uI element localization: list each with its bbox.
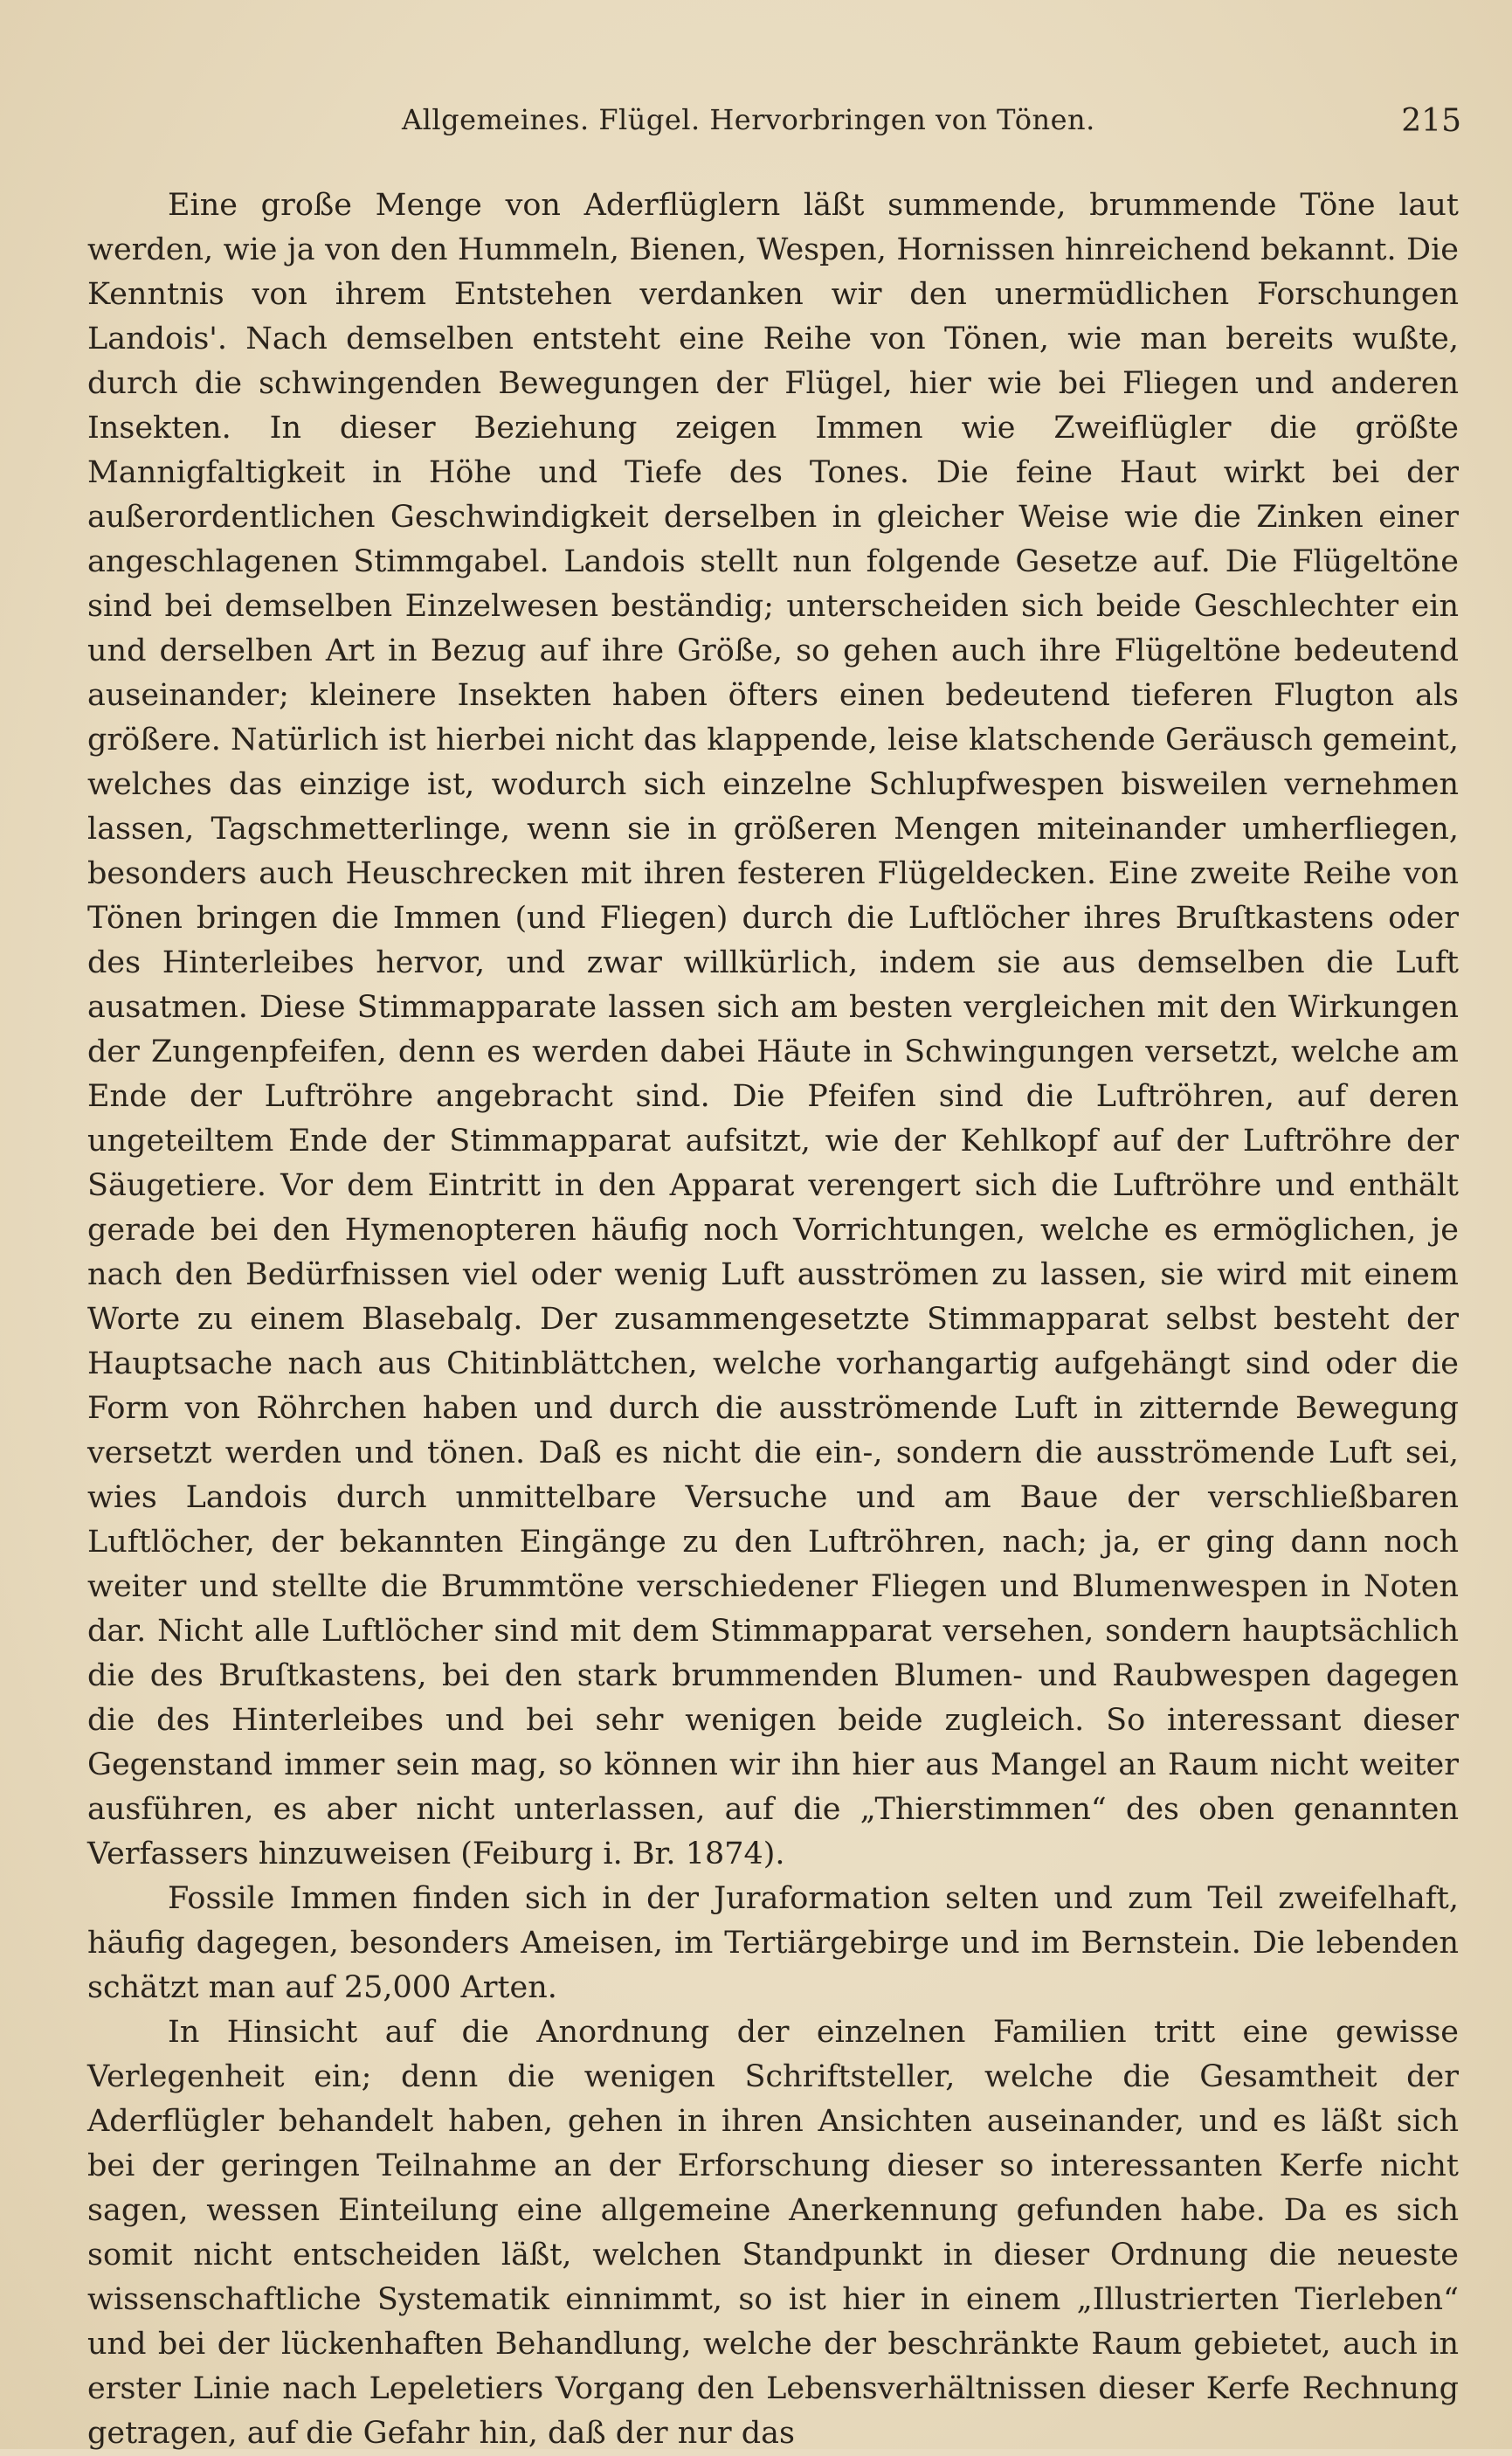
page-number: 215	[1401, 103, 1461, 139]
paragraph-sound-production: Eine große Menge von Aderflüglern läßt summende, brummende Töne laut werden, wie ja von den Hummeln, Bienen, Wespen, Hornissen hinreichend bekannt. Die Kenntnis von ihrem Entstehen verdanken wir den unermüdlichen Forschungen Landois'. Nach demselben entsteht eine Reihe von Tönen, wie man bereits wußte, durch die schwingenden Bewegungen der Flügel, hier wie bei Fliegen und anderen Insekten. In dieser Beziehung zeigen Immen wie Zweiflügler die größte Mannigfaltigkeit in Höhe und Tiefe des Tones. Die feine Haut wirkt bei der außerordentlichen Geschwindigkeit derselben in gleicher Weise wie die Zinken einer angeschlagenen Stimmgabel. Landois stellt nun folgende Gesetze auf. Die Flügeltöne sind bei demselben Einzelwesen beständig; unterscheiden sich beide Geschlechter ein und derselben Art in Bezug auf ihre Größe, so gehen auch ihre Flügeltöne bedeutend auseinander; kleinere Insekten haben öfters einen bedeutend tieferen Flugton als größere. Natürlich ist hierbei nicht das klappende, leise klatschende Geräusch gemeint, welches das einzige ist, wodurch sich einzelne Schlupfwespen bisweilen vernehmen lassen, Tagschmetterlinge, wenn sie in größeren Mengen miteinander umherfliegen, besonders auch Heuschrecken mit ihren festeren Flügeldecken. Eine zweite Reihe von Tönen bringen die Immen (und Fliegen) durch die Luftlöcher ihres Bruſtkastens oder des Hinterleibes hervor, und zwar willkürlich, indem sie aus demselben die Luft ausatmen. Diese Stimmapparate lassen sich am besten vergleichen mit den Wirkungen der Zungenpfeifen, denn es werden dabei Häute in Schwingungen versetzt, welche am Ende der Luftröhre angebracht sind. Die Pfeifen sind die Luftröhren, auf deren ungeteiltem Ende der Stimmapparat aufsitzt, wie der Kehlkopf auf der Luftröhre der Säugetiere. Vor dem Eintritt in den Apparat verengert sich die Luftröhre und enthält gerade bei den Hymenopteren häufig noch Vorrichtungen, welche es ermöglichen, je nach den Bedürfnissen viel oder wenig Luft ausströmen zu lassen, sie wird mit einem Worte zu einem Blasebalg. Der zusammengesetzte Stimmapparat selbst besteht der Hauptsache nach aus Chitinblättchen, welche vorhangartig aufgehängt sind oder die Form von Röhrchen haben und durch die ausströmende Luft in zitternde Bewegung versetzt werden und tönen. Daß es nicht die ein-, sondern die ausströmende Luft sei, wies Landois durch unmittelbare Versuche und am Baue der verschließbaren Luftlöcher, der bekannten Eingänge zu den Luftröhren, nach; ja, er ging dann noch weiter und stellte die Brummtöne verschiedener Fliegen und Blumenwespen in Noten dar. Nicht alle Luftlöcher sind mit dem Stimmapparat versehen, sondern hauptsächlich die des Bruſtkastens, bei den stark brummenden Blumen- und Raubwespen dagegen die des Hinterleibes und bei sehr wenigen beide zugleich. So interessant dieser Gegenstand immer sein mag, so können wir ihn hier aus Mangel an Raum nicht weiter ausführen, es aber nicht unterlassen, auf die „Thierstimmen“ des oben genannten Verfassers hinzuweisen (Feiburg i. Br. 1874).	[87, 188, 1459, 1871]
body-text	[87, 183, 1459, 2456]
paragraph-classification: In Hinsicht auf die Anordnung der einzelnen Familien tritt eine gewisse Verlegenheit ein; denn die wenigen Schriftsteller, welche die Gesamtheit der Aderflügler behandelt haben, gehen in ihren Ansichten auseinander, und es läßt sich bei der geringen Teilnahme an der Erforschung dieser so interessanten Kerfe nicht sagen, wessen Einteilung eine allgemeine Anerkennung gefunden habe. Da es sich somit nicht entscheiden läßt, welchen Standpunkt in dieser Ordnung die neueste wissenschaftliche Systematik einnimmt, so ist hier in einem „Illustrierten Tierleben“ und bei der lückenhaften Behandlung, welche der beschränkte Raum gebietet, auch in erster Linie nach Lepeletiers Vorgang den Lebensverhältnissen dieser Kerfe Rechnung getragen, auf die Gefahr hin, daß der nur das	[87, 2015, 1459, 2451]
running-head	[0, 103, 1512, 147]
running-title: Allgemeines. Flügel. Hervorbringen von Tönen.	[402, 103, 1095, 136]
paragraph-fossils: Fossile Immen finden sich in der Juraformation selten und zum Teil zweifelhaft, häufig dagegen, besonders Ameisen, im Tertiärgebirge und im Bernstein. Die lebenden schätzt man auf 25,000 Arten.	[87, 1881, 1459, 2005]
